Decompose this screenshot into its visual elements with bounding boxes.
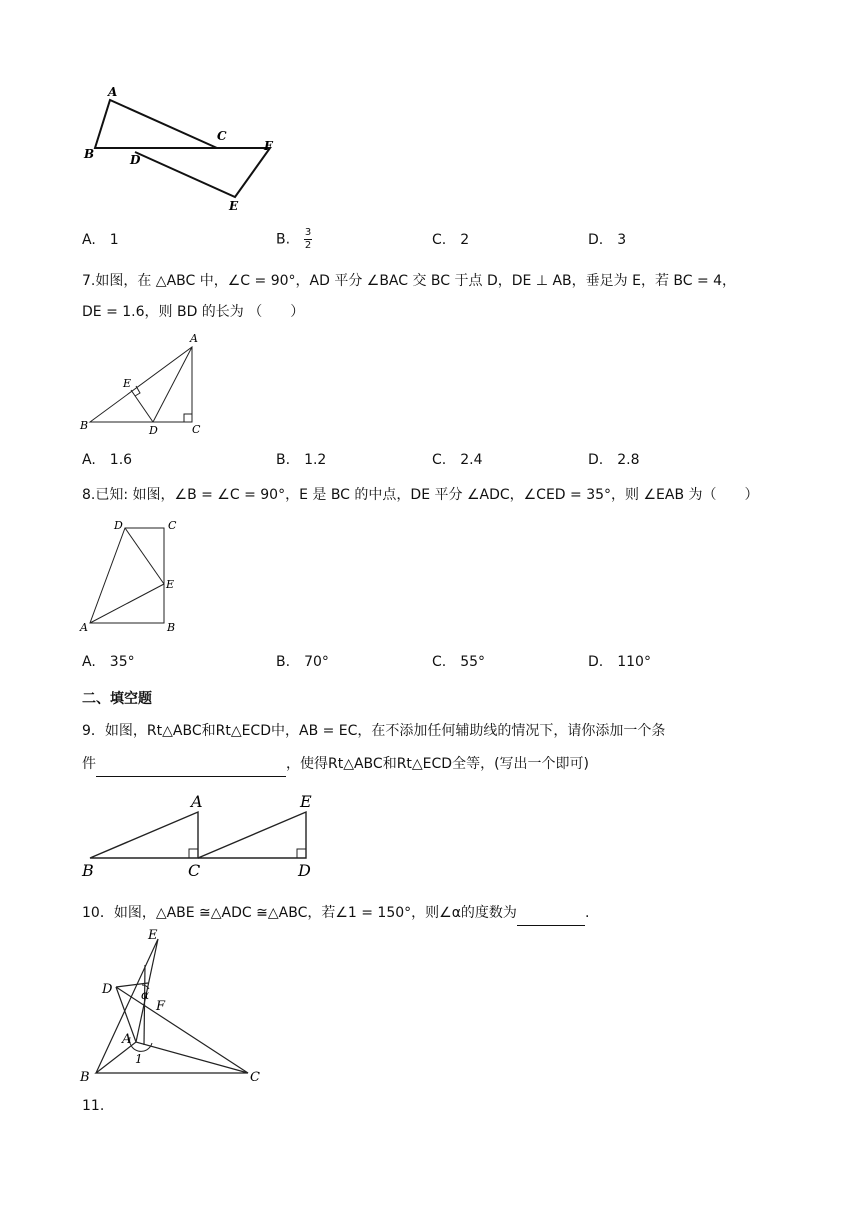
q8-label-A: A [80, 621, 88, 634]
q10-answer-blank[interactable] [517, 905, 585, 926]
q7-option-d: D. 2.8 [588, 452, 640, 468]
q6-option-a: A. 1 [82, 232, 119, 248]
q8-option-d: D. 110° [588, 654, 651, 670]
q6-option-b-fraction: $\frac{3}{2}$ [304, 227, 312, 251]
q8-option-a: A. 35° [82, 654, 135, 670]
q6-label-A: A [108, 85, 118, 99]
q9-label-A: A [191, 792, 203, 811]
q7-option-c: C. 2.4 [432, 452, 483, 468]
q10-figure [78, 925, 278, 1085]
q10-label-F: F [156, 999, 166, 1014]
q7-label-C: C [192, 423, 201, 436]
q6-label-B: B [84, 147, 95, 161]
q7-label-D: D [149, 424, 158, 437]
q6-line-ABC [95, 100, 270, 197]
q9-figure [78, 790, 338, 882]
q10-label-A: A [122, 1032, 132, 1047]
q7-text-line2: DE = 1.6，则 BD 的长为 （ ） [82, 304, 305, 320]
q10-label-D: D [102, 982, 113, 997]
q9-label-C: C [188, 861, 201, 880]
q11-text: 11. [82, 1098, 105, 1114]
q10-text: 10．如图，△ABE ≅△ADC ≅△ABC，若∠1 = 150°，则∠α的度数为 . [82, 900, 589, 926]
q10-label-B: B [80, 1070, 90, 1085]
q6-option-c: C. 2 [432, 232, 470, 248]
q9-answer-blank[interactable] [96, 756, 286, 777]
q9-text-line2: 件 ，使得Rt△ABC和Rt△ECD全等，(写出一个即可) [82, 751, 589, 777]
q8-label-C: C [168, 519, 177, 532]
q8-label-B: B [167, 621, 176, 634]
q10-label-C: C [250, 1070, 260, 1085]
q10-label-E: E [148, 928, 158, 943]
q9-label-D: D [298, 861, 311, 880]
section-heading-fill-in: 二、填空题 [82, 691, 152, 707]
q6-label-C: C [217, 129, 227, 143]
q7-option-a: A. 1.6 [82, 452, 133, 468]
q7-label-E: E [123, 377, 132, 390]
q8-option-b: B. 70° [276, 654, 329, 670]
q8-label-D: D [114, 519, 123, 532]
q7-text-line1: 7.如图，在 △ABC 中，∠C = 90°，AD 平分 ∠BAC 交 BC 于点 D，DE ⊥ AB，垂足为 E，若 BC = 4， [82, 273, 737, 289]
q9-label-B: B [82, 861, 94, 880]
q10-label-one: 1 [135, 1052, 143, 1066]
q7-option-b: B. 1.2 [276, 452, 327, 468]
q7-label-A: A [190, 332, 198, 345]
q10-label-alpha: α [141, 988, 150, 1002]
q6-figure [80, 82, 280, 217]
q6-option-d: D. 3 [588, 232, 627, 248]
q6-option-b: B. $\frac{3}{2}$ [276, 227, 312, 251]
q6-label-D: D [130, 153, 141, 167]
q9-text-line1: 9．如图，Rt△ABC和Rt△ECD中，AB = EC，在不添加任何辅助线的情况下，请你添加一个条 [82, 723, 666, 739]
q7-label-B: B [80, 419, 89, 432]
q6-label-F: F [264, 139, 273, 153]
q8-text-line1: 8.已知: 如图，∠B = ∠C = 90°，E 是 BC 的中点，DE 平分 ∠ADC，∠CED = 35°，则 ∠EAB 为（ ） [82, 487, 759, 503]
q8-figure [78, 515, 188, 637]
q8-label-E: E [166, 578, 175, 591]
q8-option-c: C. 55° [432, 654, 486, 670]
q9-label-E: E [300, 792, 312, 811]
q7-figure [78, 330, 218, 440]
q6-label-E: E [229, 199, 239, 213]
